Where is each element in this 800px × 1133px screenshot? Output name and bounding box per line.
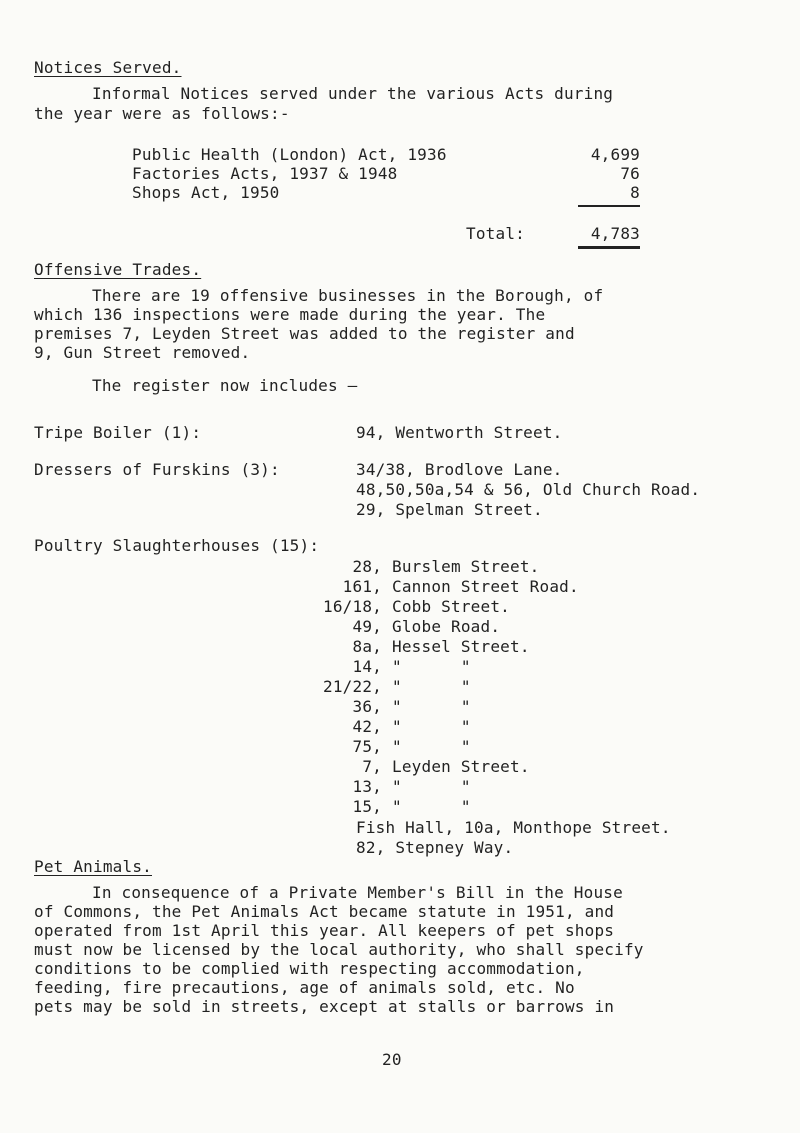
- pets-para-line: must now be licensed by the local authority, who shall specify: [34, 940, 644, 959]
- notices-row-value: 8: [630, 183, 640, 202]
- pets-para-line: of Commons, the Pet Animals Act became statute in 1951, and: [34, 902, 615, 921]
- poultry-number: 16/18,: [323, 597, 382, 616]
- poultry-street: Leyden Street.: [392, 757, 530, 776]
- notices-intro-line-2: the year were as follows:-: [34, 104, 290, 123]
- poultry-street: " ": [392, 737, 471, 756]
- notices-row-value: 4,699: [590, 145, 640, 164]
- notices-row-value: 76: [620, 164, 640, 183]
- poultry-street: " ": [392, 697, 471, 716]
- offensive-para-line: 9, Gun Street removed.: [34, 343, 251, 362]
- offensive-heading: Offensive Trades.: [34, 260, 202, 279]
- subtotal-rule: [578, 205, 640, 207]
- poultry-street: Globe Road.: [392, 617, 501, 636]
- poultry-street: " ": [392, 797, 471, 816]
- dressers-label: Dressers of Furskins (3):: [34, 460, 280, 479]
- pets-para-line: In consequence of a Private Member's Bill in the House: [92, 883, 623, 902]
- notices-intro-line-1: Informal Notices served under the various Acts during: [92, 84, 614, 103]
- poultry-number: 42,: [352, 717, 382, 736]
- poultry-number: 21/22,: [323, 677, 382, 696]
- poultry-label: Poultry Slaughterhouses (15):: [34, 536, 320, 555]
- poultry-number: 13,: [352, 777, 382, 796]
- poultry-extra-address: 82, Stepney Way.: [356, 838, 514, 857]
- poultry-extra-address: Fish Hall, 10a, Monthope Street.: [356, 818, 671, 837]
- poultry-street: " ": [392, 657, 471, 676]
- page-number: 20: [382, 1050, 402, 1069]
- total-double-rule: [578, 246, 640, 249]
- poultry-street: Burslem Street.: [392, 557, 540, 576]
- notices-row-label: Shops Act, 1950: [132, 183, 280, 202]
- notices-row-label: Public Health (London) Act, 1936: [132, 145, 447, 164]
- poultry-number: 36,: [352, 697, 382, 716]
- notices-heading: Notices Served.: [34, 58, 182, 77]
- poultry-street: Hessel Street.: [392, 637, 530, 656]
- pets-heading: Pet Animals.: [34, 857, 152, 876]
- poultry-number: 28,: [352, 557, 382, 576]
- dressers-address: 29, Spelman Street.: [356, 500, 543, 519]
- poultry-street: " ": [392, 777, 471, 796]
- pets-para-line: operated from 1st April this year. All keepers of pet shops: [34, 921, 615, 940]
- tripe-address: 94, Wentworth Street.: [356, 423, 563, 442]
- offensive-para-line: There are 19 offensive businesses in the Borough, of: [92, 286, 604, 305]
- offensive-para-line: premises 7, Leyden Street was added to the register and: [34, 324, 575, 343]
- poultry-street: " ": [392, 717, 471, 736]
- total-value: 4,783: [590, 224, 640, 243]
- poultry-number: 75,: [352, 737, 382, 756]
- poultry-number: 49,: [352, 617, 382, 636]
- poultry-number: 14,: [352, 657, 382, 676]
- pets-para-line: feeding, fire precautions, age of animals sold, etc. No: [34, 978, 575, 997]
- dressers-address: 48,50,50a,54 & 56, Old Church Road.: [356, 480, 701, 499]
- poultry-street: Cobb Street.: [392, 597, 510, 616]
- total-label: Total:: [466, 224, 525, 243]
- poultry-number: 8a,: [352, 637, 382, 656]
- poultry-street: " ": [392, 677, 471, 696]
- poultry-number: 15,: [352, 797, 382, 816]
- tripe-label: Tripe Boiler (1):: [34, 423, 202, 442]
- notices-row-label: Factories Acts, 1937 & 1948: [132, 164, 398, 183]
- dressers-address: 34/38, Brodlove Lane.: [356, 460, 563, 479]
- poultry-number: 161,: [342, 577, 382, 596]
- register-intro: The register now includes —: [92, 376, 358, 395]
- poultry-number: 7,: [362, 757, 382, 776]
- pets-para-line: pets may be sold in streets, except at stalls or barrows in: [34, 997, 615, 1016]
- pets-para-line: conditions to be complied with respecting accommodation,: [34, 959, 585, 978]
- poultry-street: Cannon Street Road.: [392, 577, 579, 596]
- offensive-para-line: which 136 inspections were made during the year. The: [34, 305, 546, 324]
